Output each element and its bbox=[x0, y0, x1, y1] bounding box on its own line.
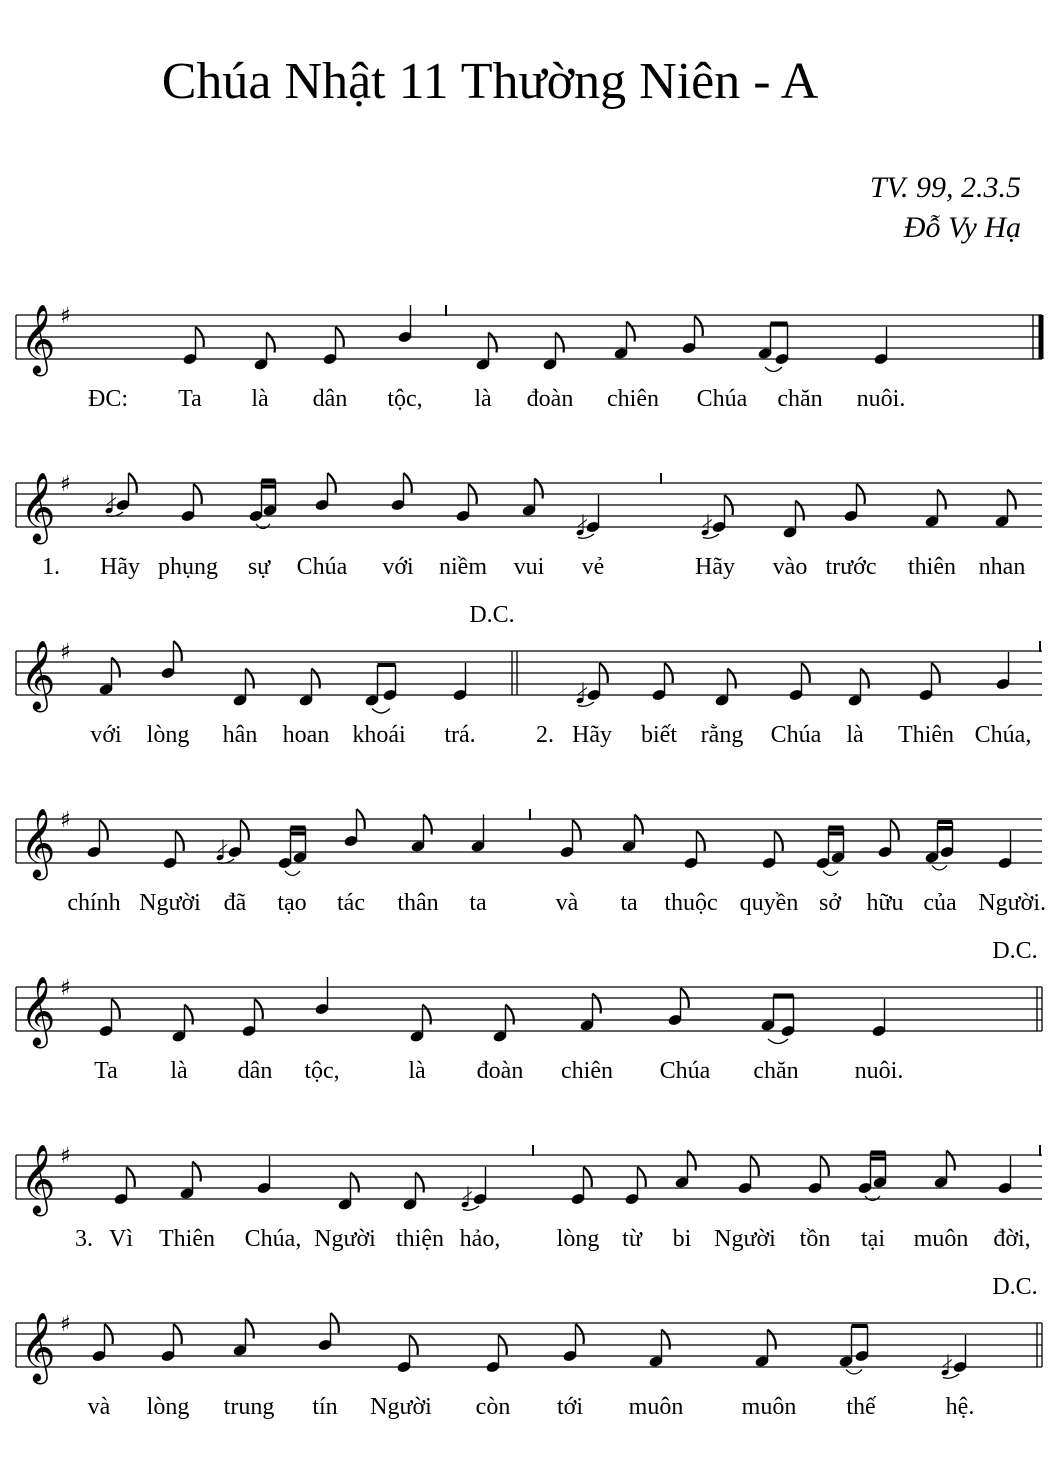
lyric-syllable: Người bbox=[370, 1394, 432, 1420]
note-flag bbox=[796, 501, 804, 521]
note-flag bbox=[1008, 490, 1016, 510]
treble-clef-icon: 𝄞 bbox=[20, 640, 56, 710]
lyric-syllable: vẻ bbox=[581, 554, 605, 580]
lyric-syllable: tồn bbox=[799, 1226, 831, 1252]
note-flag bbox=[267, 333, 275, 353]
slur bbox=[932, 866, 947, 871]
lyric-syllable: Người bbox=[314, 1226, 376, 1252]
dc-marking: D.C. bbox=[992, 938, 1038, 964]
sharp-icon: ♯ bbox=[60, 808, 71, 833]
staff-system-7 bbox=[0, 1274, 1063, 1446]
lyrics-line-2 bbox=[0, 551, 1063, 591]
lyric-syllable: với bbox=[90, 722, 122, 748]
dc-marking: D.C. bbox=[469, 602, 515, 628]
lyric-syllable: biết bbox=[641, 722, 677, 748]
sharp-icon: ♯ bbox=[60, 1312, 71, 1337]
note-flag bbox=[593, 994, 601, 1014]
page-title: Chúa Nhật 11 Thường Niên - A bbox=[161, 53, 819, 110]
note-flag bbox=[489, 333, 497, 353]
lyric-syllable: Hãy bbox=[572, 722, 612, 748]
lyric-syllable: hân bbox=[222, 722, 258, 748]
staff-system-5 bbox=[0, 938, 1063, 1110]
note-flag bbox=[246, 1319, 254, 1339]
note-flag bbox=[662, 1330, 670, 1350]
staff-5 bbox=[0, 942, 1063, 1047]
lyric-syllable: Người bbox=[139, 890, 201, 916]
lyric-syllable: tộc, bbox=[304, 1058, 340, 1084]
lyric-syllable: Chúa bbox=[296, 554, 348, 580]
lyric-syllable: lòng bbox=[146, 722, 190, 748]
note-flag bbox=[535, 479, 543, 499]
lyric-syllable: ta bbox=[469, 890, 487, 916]
lyric-syllable: nhan bbox=[978, 554, 1026, 580]
lyric-syllable: Chúa bbox=[770, 722, 822, 748]
sharp-icon: ♯ bbox=[60, 304, 71, 329]
lyric-syllable: nuôi. bbox=[854, 1058, 904, 1084]
note-flag bbox=[556, 333, 564, 353]
lyrics-line-6 bbox=[0, 1223, 1063, 1263]
lyric-syllable: từ bbox=[622, 1226, 642, 1252]
slur bbox=[846, 1370, 862, 1375]
lyric-syllable: thân bbox=[397, 890, 439, 916]
lyric-syllable: tộc, bbox=[387, 386, 423, 412]
lyric-syllable: hoan bbox=[282, 722, 330, 748]
note-flag bbox=[861, 669, 869, 689]
staff-system-1 bbox=[0, 270, 1063, 438]
note-flag bbox=[768, 1330, 776, 1350]
note-flag bbox=[688, 1151, 696, 1171]
staff-system-4 bbox=[0, 774, 1063, 942]
slur bbox=[865, 1196, 880, 1201]
staff-2 bbox=[0, 438, 1063, 543]
treble-clef-icon: 𝄞 bbox=[20, 472, 56, 542]
lyric-syllable: lòng bbox=[146, 1394, 190, 1420]
note-flag bbox=[351, 1173, 359, 1193]
lyric-syllable: Vì bbox=[109, 1226, 133, 1252]
note-flag bbox=[312, 669, 320, 689]
note-flag bbox=[185, 1005, 193, 1025]
lyric-syllable: Chúa, bbox=[244, 1226, 302, 1252]
lyric-syllable: đời, bbox=[993, 1226, 1031, 1252]
lyric-syllable: nuôi. bbox=[856, 386, 906, 412]
treble-clef-icon: 𝄞 bbox=[20, 976, 56, 1046]
lyric-syllable: Thiên bbox=[159, 1226, 215, 1252]
staff-system-3 bbox=[0, 602, 1063, 774]
lyric-syllable: thế bbox=[846, 1394, 876, 1420]
source-reference: TV. 99, 2.3.5 bbox=[869, 171, 1021, 204]
lyrics-line-4 bbox=[0, 887, 1063, 927]
lyric-syllable: là bbox=[474, 386, 492, 412]
lyric-syllable: thuộc bbox=[664, 890, 718, 916]
staff-3 bbox=[0, 606, 1063, 711]
note-flag bbox=[947, 1151, 955, 1171]
staff-system-2 bbox=[0, 438, 1063, 606]
sharp-icon: ♯ bbox=[60, 1144, 71, 1169]
dc-marking: D.C. bbox=[992, 1274, 1038, 1300]
note-flag bbox=[193, 1162, 201, 1182]
lyric-syllable: còn bbox=[475, 1394, 511, 1420]
note-flag bbox=[246, 669, 254, 689]
lyric-syllable: dân bbox=[237, 1058, 273, 1084]
lyric-syllable: sự bbox=[247, 554, 271, 580]
lyric-syllable: Người. bbox=[978, 890, 1046, 916]
note-flag bbox=[728, 669, 736, 689]
lyric-syllable: thiên bbox=[908, 554, 956, 580]
treble-clef-icon: 𝄞 bbox=[20, 808, 56, 878]
treble-clef-icon: 𝄞 bbox=[20, 1312, 56, 1382]
slur bbox=[372, 709, 390, 714]
lyric-syllable: trước bbox=[825, 554, 877, 580]
lyric-syllable: đoàn bbox=[476, 1058, 524, 1084]
staff-system-6 bbox=[0, 1110, 1063, 1278]
lyric-syllable: niềm bbox=[439, 554, 487, 580]
lyric-syllable: Chúa bbox=[659, 1058, 711, 1084]
lyric-syllable: tác bbox=[337, 890, 365, 916]
lyric-syllable: trá. bbox=[444, 722, 476, 748]
slur bbox=[285, 871, 300, 876]
lyric-syllable: 3. bbox=[75, 1226, 93, 1252]
lyric-syllable: Ta bbox=[94, 1058, 118, 1084]
lyric-syllable: ĐC: bbox=[88, 386, 129, 412]
lyric-syllable: quyền bbox=[739, 890, 799, 916]
lyric-syllable: là bbox=[846, 722, 864, 748]
staff-6 bbox=[0, 1110, 1063, 1215]
lyric-syllable: 2. bbox=[536, 722, 554, 748]
lyric-syllable: rằng bbox=[700, 722, 744, 748]
staff-1 bbox=[0, 270, 1063, 375]
lyric-syllable: lòng bbox=[556, 1226, 600, 1252]
lyric-syllable: chiên bbox=[607, 386, 659, 412]
lyric-syllable: và bbox=[555, 890, 579, 916]
lyric-syllable: Thiên bbox=[898, 722, 954, 748]
composer-name: Đỗ Vy Hạ bbox=[903, 211, 1021, 244]
lyric-syllable: muôn bbox=[628, 1394, 684, 1420]
lyric-syllable: và bbox=[87, 1394, 111, 1420]
lyric-syllable: vui bbox=[513, 554, 545, 580]
note-flag bbox=[506, 1005, 514, 1025]
lyric-syllable: hảo, bbox=[459, 1226, 501, 1252]
lyric-syllable: chính bbox=[67, 890, 121, 916]
lyrics-line-5 bbox=[0, 1055, 1063, 1095]
lyric-syllable: chăn bbox=[753, 1058, 799, 1084]
lyric-syllable: dân bbox=[312, 386, 348, 412]
lyric-syllable: đã bbox=[223, 890, 247, 916]
lyric-syllable: tại bbox=[861, 1226, 885, 1252]
note-flag bbox=[938, 490, 946, 510]
lyric-syllable: chiên bbox=[561, 1058, 613, 1084]
note-flag bbox=[424, 815, 432, 835]
note-flag bbox=[627, 322, 635, 342]
lyric-syllable: là bbox=[408, 1058, 426, 1084]
staff-7 bbox=[0, 1278, 1063, 1383]
lyric-syllable: Người bbox=[714, 1226, 776, 1252]
treble-clef-icon: 𝄞 bbox=[20, 1144, 56, 1214]
sharp-icon: ♯ bbox=[60, 640, 71, 665]
lyric-syllable: chăn bbox=[777, 386, 823, 412]
note-flag bbox=[423, 1005, 431, 1025]
lyric-syllable: với bbox=[382, 554, 414, 580]
lyric-syllable: Ta bbox=[178, 386, 202, 412]
lyrics-line-7 bbox=[0, 1391, 1063, 1431]
lyric-syllable: ta bbox=[620, 890, 638, 916]
lyric-syllable: 1. bbox=[42, 554, 60, 580]
lyric-syllable: là bbox=[251, 386, 269, 412]
lyric-syllable: của bbox=[923, 890, 957, 916]
slur bbox=[768, 1039, 788, 1044]
lyric-syllable: phụng bbox=[158, 554, 218, 580]
lyric-syllable: bi bbox=[672, 1226, 692, 1252]
lyric-syllable: muôn bbox=[741, 1394, 797, 1420]
sharp-icon: ♯ bbox=[60, 976, 71, 1001]
lyric-syllable: hệ. bbox=[945, 1394, 975, 1420]
lyric-syllable: trung bbox=[223, 1394, 275, 1420]
slur bbox=[765, 367, 782, 372]
lyric-syllable: đoàn bbox=[526, 386, 574, 412]
lyric-syllable: Hãy bbox=[100, 554, 140, 580]
lyric-syllable: hữu bbox=[866, 890, 904, 916]
lyric-syllable: Chúa bbox=[696, 386, 748, 412]
lyrics-line-3 bbox=[0, 719, 1063, 759]
treble-clef-icon: 𝄞 bbox=[20, 304, 56, 374]
sharp-icon: ♯ bbox=[60, 472, 71, 497]
lyric-syllable: sở bbox=[818, 890, 842, 916]
note-flag bbox=[416, 1173, 424, 1193]
note-flag bbox=[635, 815, 643, 835]
lyric-syllable: Chúa, bbox=[974, 722, 1032, 748]
lyrics-line-1 bbox=[0, 383, 1063, 423]
note-flag bbox=[112, 658, 120, 678]
lyric-syllable: Hãy bbox=[695, 554, 735, 580]
lyric-syllable: khoái bbox=[352, 722, 406, 748]
lyric-syllable: tạo bbox=[277, 890, 307, 916]
lyric-syllable: muôn bbox=[913, 1226, 969, 1252]
lyric-syllable: vào bbox=[772, 554, 808, 580]
lyric-syllable: là bbox=[170, 1058, 188, 1084]
staff-4 bbox=[0, 774, 1063, 879]
lyric-syllable: thiện bbox=[396, 1226, 444, 1252]
slur bbox=[256, 524, 270, 529]
lyric-syllable: tới bbox=[556, 1394, 584, 1420]
slur bbox=[823, 871, 838, 876]
lyric-syllable: tín bbox=[312, 1394, 338, 1420]
